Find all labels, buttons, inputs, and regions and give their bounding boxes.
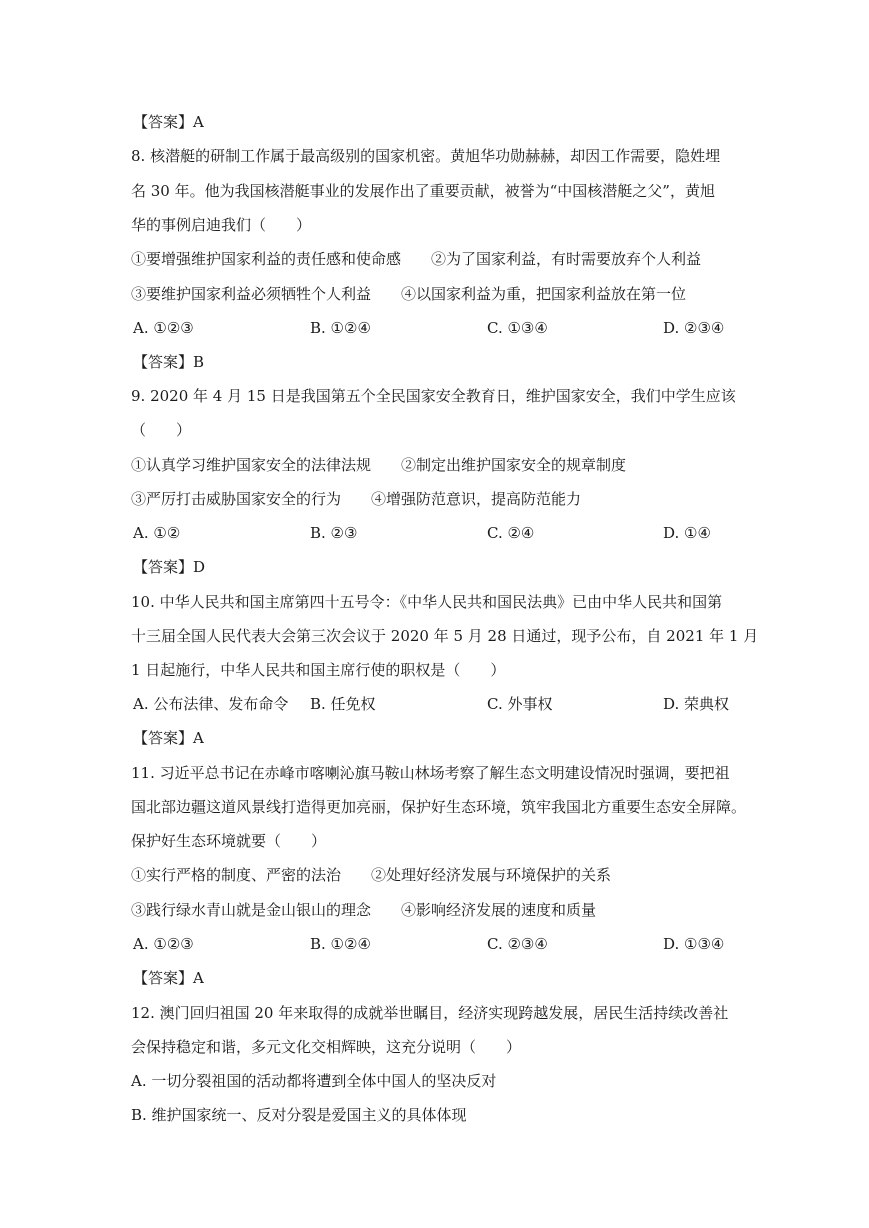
question-8-stem-line-3: 华的事例启迪我们（ ） bbox=[131, 216, 312, 234]
question-11-stem-line-1: 11. 习近平总书记在赤峰市喀喇沁旗马鞍山林场考察了解生态文明建设情况时强调，要把祖 bbox=[131, 764, 730, 782]
question-8-statements-line-1: ①要增强维护国家利益的责任感和使命感 ②为了国家利益，有时需要放弃个人利益 bbox=[131, 250, 702, 268]
answer-q10: 【答案】A bbox=[133, 729, 204, 747]
question-11-statements-line-2: ③践行绿水青山就是金山银山的理念 ④影响经济发展的速度和质量 bbox=[131, 901, 597, 919]
answer-q7: 【答案】A bbox=[133, 113, 204, 131]
question-10-stem-line-1: 10. 中华人民共和国主席第四十五号令：《中华人民共和国民法典》已由中华人民共和国第 bbox=[131, 593, 723, 611]
question-11-option-d: D. ①③④ bbox=[663, 935, 725, 953]
question-12-stem-line-2: 会保持稳定和谐，多元文化交相辉映，这充分说明（ ） bbox=[131, 1038, 522, 1056]
question-9-stem-line-1: 9. 2020 年 4 月 15 日是我国第五个全民国家安全教育日，维护国家安全，我们中学生应该 bbox=[131, 387, 736, 405]
question-11-stem-line-3: 保护好生态环境就要（ ） bbox=[131, 832, 327, 850]
question-9-statements-line-1: ①认真学习维护国家安全的法律法规 ②制定出维护国家安全的规章制度 bbox=[131, 456, 627, 474]
question-8-option-b: B. ①②④ bbox=[310, 319, 371, 337]
question-11-option-b: B. ①②④ bbox=[310, 935, 371, 953]
question-9-stem-line-2: （ ） bbox=[131, 421, 192, 439]
question-11-option-a: A. ①②③ bbox=[133, 935, 194, 953]
question-10-stem-line-2: 十三届全国人民代表大会第三次会议于 2020 年 5 月 28 日通过，现予公布，自 2021 年 1 月 bbox=[131, 627, 759, 645]
question-11-statements-line-1: ①实行严格的制度、严密的法治 ②处理好经济发展与环境保护的关系 bbox=[131, 866, 612, 884]
question-9-option-b: B. ②③ bbox=[310, 524, 358, 542]
answer-q9: 【答案】D bbox=[133, 558, 206, 576]
question-10-option-d: D. 荣典权 bbox=[663, 695, 730, 713]
question-10-option-a: A. 公布法律、发布命令 bbox=[133, 695, 289, 713]
question-10-option-c: C. 外事权 bbox=[487, 695, 553, 713]
question-9-option-c: C. ②④ bbox=[487, 524, 535, 542]
question-8-option-d: D. ②③④ bbox=[663, 319, 725, 337]
question-11-option-c: C. ②③④ bbox=[487, 935, 548, 953]
question-12-option-a: A. 一切分裂祖国的活动都将遭到全体中国人的坚决反对 bbox=[131, 1072, 497, 1090]
question-10-stem-line-3: 1 日起施行，中华人民共和国主席行使的职权是（ ） bbox=[131, 661, 506, 679]
question-8-stem-line-1: 8. 核潜艇的研制工作属于最高级别的国家机密。黄旭华功勋赫赫，却因工作需要，隐姓埋 bbox=[131, 147, 721, 165]
question-12-stem-line-1: 12. 澳门回归祖国 20 年来取得的成就举世瞩目，经济实现跨越发展，居民生活持续改善社 bbox=[131, 1004, 729, 1022]
question-8-option-c: C. ①③④ bbox=[487, 319, 548, 337]
question-11-stem-line-2: 国北部边疆这道风景线打造得更加亮丽，保护好生态环境，筑牢我国北方重要生态安全屏障。 bbox=[131, 798, 747, 816]
question-12-option-b: B. 维护国家统一、反对分裂是爱国主义的具体体现 bbox=[131, 1106, 467, 1124]
question-9-option-a: A. ①② bbox=[133, 524, 181, 542]
question-9-option-d: D. ①④ bbox=[663, 524, 711, 542]
answer-q8: 【答案】B bbox=[133, 353, 205, 371]
question-8-option-a: A. ①②③ bbox=[133, 319, 194, 337]
question-8-stem-line-2: 名 30 年。他为我国核潜艇事业的发展作出了重要贡献，被誉为“中国核潜艇之父”，黄旭 bbox=[131, 182, 715, 200]
answer-q11: 【答案】A bbox=[133, 969, 204, 987]
question-10-option-b: B. 任免权 bbox=[310, 695, 376, 713]
question-8-statements-line-2: ③要维护国家利益必须牺牲个人利益 ④以国家利益为重，把国家利益放在第一位 bbox=[131, 285, 687, 303]
question-9-statements-line-2: ③严厉打击威胁国家安全的行为 ④增强防范意识，提高防范能力 bbox=[131, 490, 582, 508]
